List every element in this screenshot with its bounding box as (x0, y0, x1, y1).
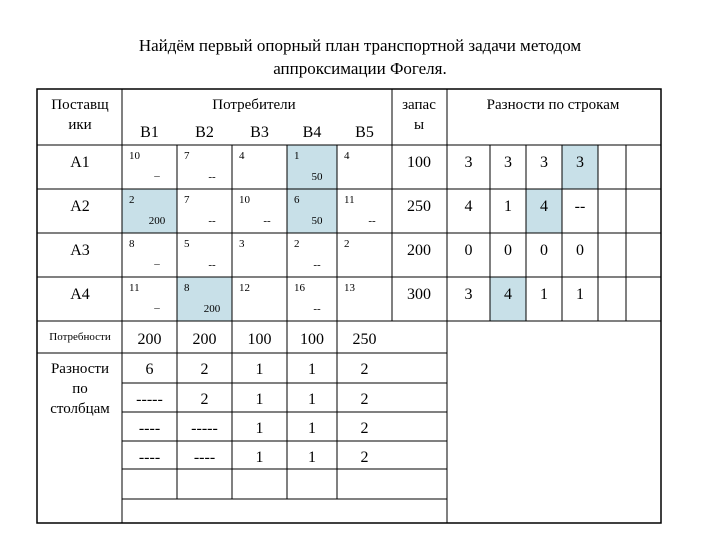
col-diff-value: ---- (193, 449, 216, 466)
header-suppliers: ики (68, 117, 92, 133)
col-diff-value: 1 (255, 420, 264, 437)
row-label-a4: A4 (70, 286, 90, 303)
row-diff-value: 1 (504, 198, 512, 215)
demand-value: 250 (352, 331, 377, 348)
stock-value: 200 (407, 242, 431, 259)
stock-value: 100 (407, 154, 431, 171)
cost-value: 2 (344, 238, 350, 250)
header-col-b4: B4 (302, 124, 322, 141)
row-diff-value: 3 (464, 154, 473, 171)
col-diff-value: 1 (255, 449, 264, 466)
row-label-a1: A1 (70, 154, 90, 171)
cost-value: 16 (294, 282, 305, 294)
cost-value: 11 (344, 194, 355, 206)
cost-value: 10 (239, 194, 250, 206)
col-diff-value: 1 (308, 361, 316, 378)
row-diff-value: 1 (540, 286, 548, 303)
row-label-a3: A3 (70, 242, 90, 259)
allocation-value: -- (313, 303, 321, 315)
row-diff-value: 3 (464, 286, 473, 303)
cost-value: 3 (239, 238, 245, 250)
cost-value: 1 (294, 150, 300, 162)
row-diff-value: 4 (540, 198, 548, 215)
stock-value: 250 (407, 198, 431, 215)
col-diff-value: 1 (255, 391, 264, 408)
cost-value: 8 (129, 238, 135, 250)
col-diff-value: 2 (200, 361, 209, 378)
header-stock: ы (413, 117, 425, 133)
row-label-a2: A2 (70, 198, 90, 215)
header-suppliers: Поставщ (51, 97, 109, 113)
allocation-value: -- (313, 259, 321, 271)
col-diff-value: ---- (138, 449, 161, 466)
demand-value: 100 (247, 331, 272, 348)
cost-value: 2 (294, 238, 300, 250)
header-col-b2: B2 (195, 124, 214, 141)
allocation-value: _ (154, 166, 160, 178)
row-diff-value: 3 (576, 154, 584, 171)
allocation-value: _ (154, 298, 160, 310)
allocation-value: -- (208, 259, 216, 271)
allocation-value: _ (154, 254, 160, 266)
cost-value: 7 (184, 194, 190, 206)
header-consumers: Потребители (212, 97, 296, 113)
col-diff-value: 6 (145, 361, 154, 378)
row-diff-value: 4 (504, 286, 512, 303)
col-diff-value: ----- (191, 420, 218, 437)
col-diffs-label: по (72, 381, 88, 397)
allocation-value: 200 (148, 215, 166, 227)
cost-value: 4 (344, 150, 350, 162)
allocation-value: 50 (311, 171, 323, 183)
col-diff-value: ----- (136, 391, 163, 408)
row-diff-value: 3 (540, 154, 548, 171)
col-diff-value: 2 (360, 391, 369, 408)
header-col-b5: B5 (355, 124, 374, 141)
col-diff-value: 1 (255, 361, 264, 378)
col-diffs-label: Разности (50, 361, 110, 377)
header-stock: запас (402, 97, 436, 113)
demand-value: 200 (137, 331, 162, 348)
cost-value: 12 (239, 282, 250, 294)
cost-value: 13 (344, 282, 355, 294)
cost-value: 2 (129, 194, 135, 206)
col-diff-value: 2 (200, 391, 209, 408)
col-diff-value: 1 (308, 420, 316, 437)
row-diff-value: 4 (464, 198, 473, 215)
cost-value: 5 (184, 238, 190, 250)
cost-value: 8 (184, 282, 190, 294)
col-diff-value: 2 (360, 361, 369, 378)
cost-value: 7 (184, 150, 190, 162)
demand-label: Потребности (49, 331, 111, 343)
row-diff-value: 0 (504, 242, 512, 259)
cost-value: 6 (294, 194, 300, 206)
allocation-value: 50 (311, 215, 323, 227)
header-row-diffs: Разности по строкам (486, 97, 620, 113)
row-diff-value: -- (574, 198, 586, 215)
row-diff-value: 1 (576, 286, 584, 303)
row-diff-value: 3 (504, 154, 512, 171)
row-diff-value: 0 (464, 242, 473, 259)
allocation-value: -- (208, 215, 216, 227)
col-diff-value: 2 (360, 420, 369, 437)
demand-value: 100 (300, 331, 324, 348)
row-diff-value: 0 (576, 242, 584, 259)
allocation-value: -- (263, 215, 271, 227)
col-diff-value: 1 (308, 449, 316, 466)
title-line-1: Найдём первый опорный план транспортной задачи методом (138, 36, 582, 55)
cost-value: 4 (239, 150, 245, 162)
stock-value: 300 (407, 286, 431, 303)
title-line-2: аппроксимации Фогеля. (273, 59, 447, 78)
col-diff-value: ---- (138, 420, 161, 437)
cost-value: 10 (129, 150, 140, 162)
demand-value: 200 (192, 331, 217, 348)
cost-value: 11 (129, 282, 140, 294)
allocation-value: -- (208, 171, 216, 183)
allocation-value: 200 (203, 303, 221, 315)
col-diffs-label: столбцам (50, 401, 110, 417)
row-diff-value: 0 (540, 242, 548, 259)
header-col-b3: B3 (250, 124, 269, 141)
header-col-b1: B1 (140, 124, 159, 141)
col-diff-value: 2 (360, 449, 369, 466)
allocation-value: -- (368, 215, 376, 227)
col-diff-value: 1 (308, 391, 316, 408)
